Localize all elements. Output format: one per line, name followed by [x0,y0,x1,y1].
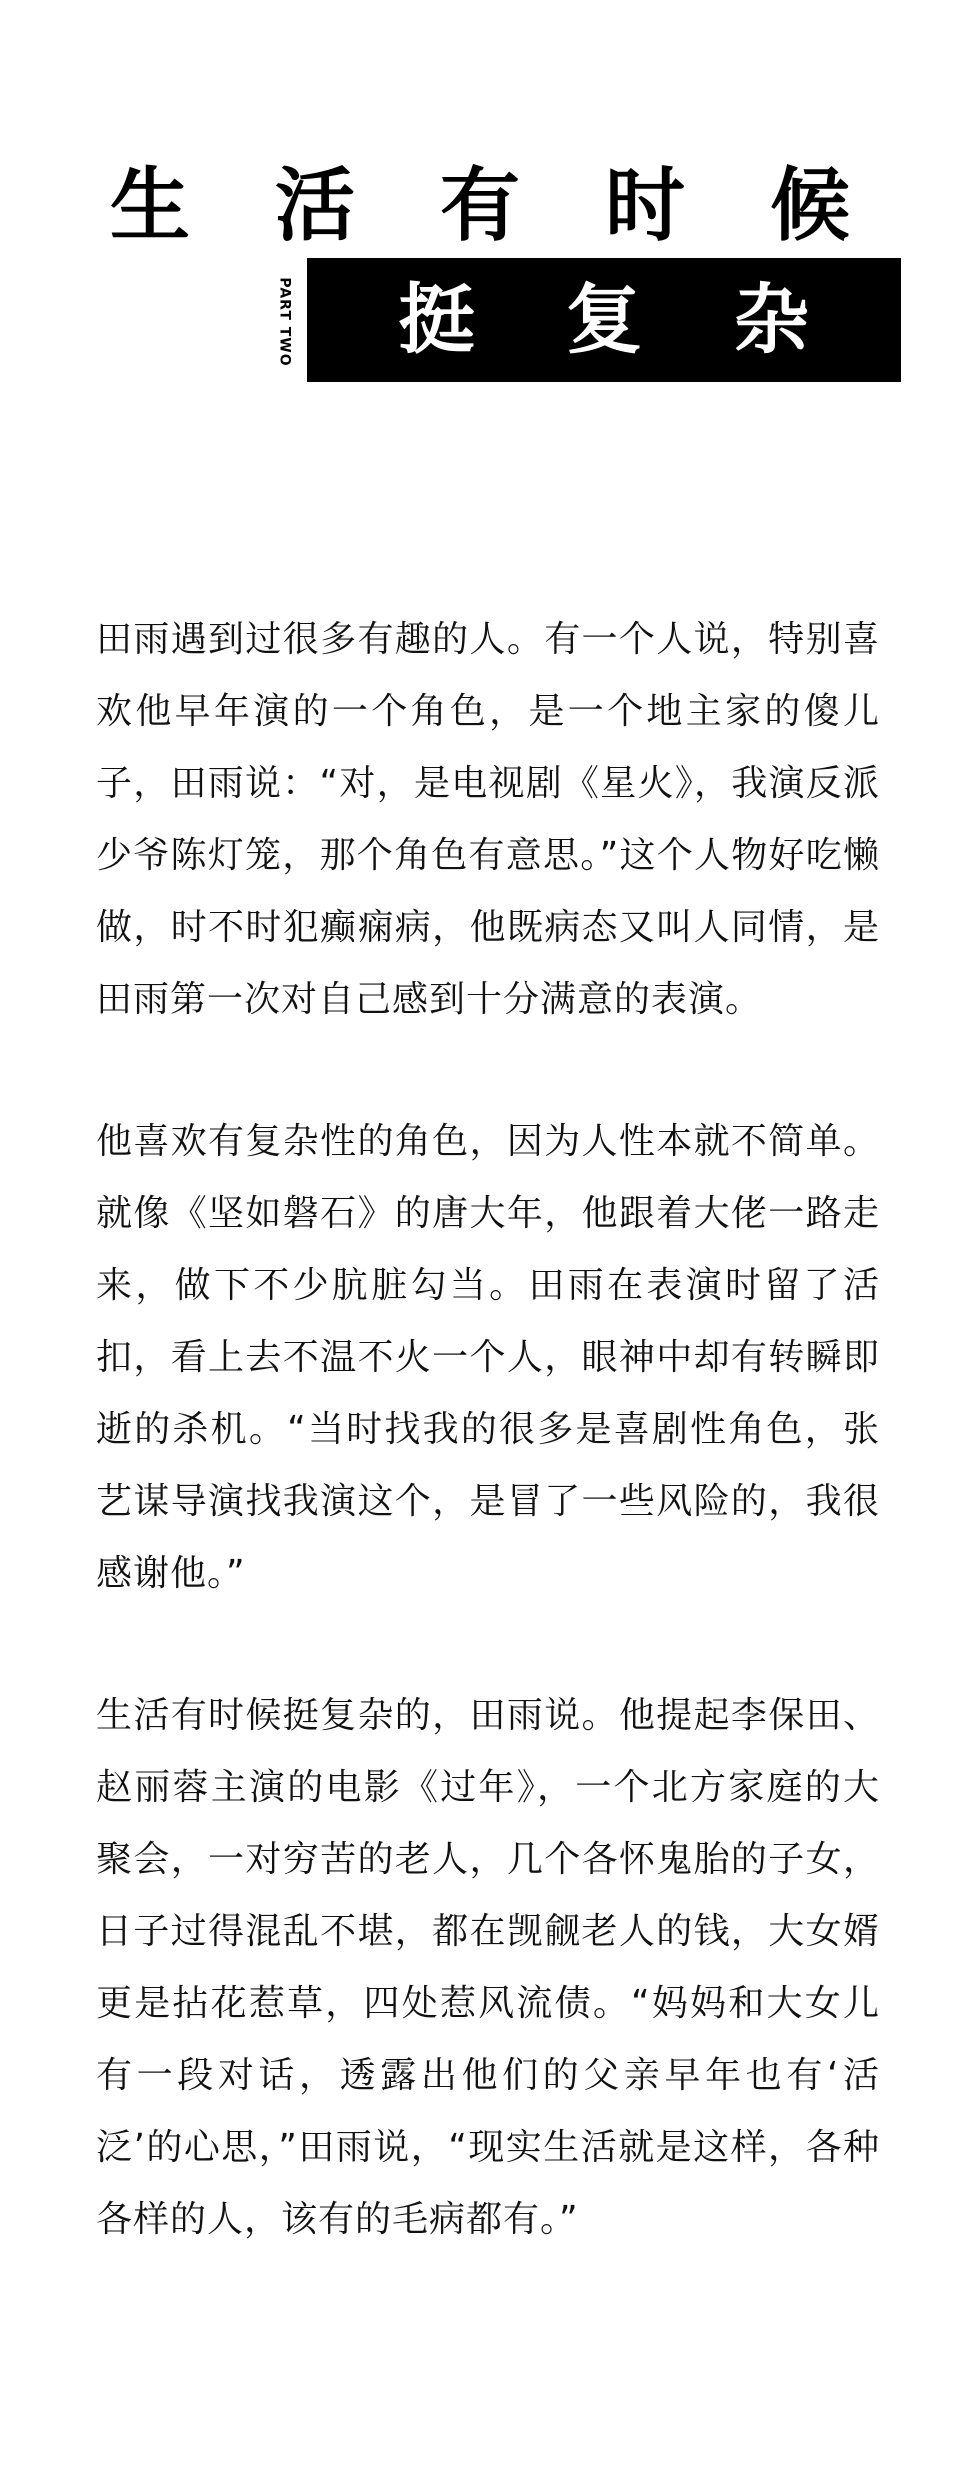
part-label [270,262,300,382]
title-char: 候 [770,158,850,252]
title-char: 挺 [398,275,475,364]
title-char: 杂 [733,275,810,364]
title-char: 活 [275,158,355,252]
title-char: 复 [565,275,642,364]
title-line-2-box [307,258,901,382]
title-char: 生 [110,158,190,252]
paragraph: 田雨遇到过很多有趣的人。有一个人说，特别喜欢他早年演的一个角色，是一个地主家的傻儿子，田雨说：“对，是电视剧《星火》，我演反派少爷陈灯笼，那个角色有意思。”这个人物好吃懒做，时不时犯癫痫病，他既病态又叫人同情，是田雨第一次对自己感到十分满意的表演。 [96,619,880,1020]
title-line-1 [110,160,850,250]
title-char: 有 [440,158,520,252]
paragraph: 他喜欢有复杂性的角色，因为人性本就不简单。就像《坚如磐石》的唐大年，他跟着大佬一路走来，做下不少肮脏勾当。田雨在表演时留了活扣，看上去不温不火一个人，眼神中却有转瞬即逝的杀机。“当时找我的很多是喜剧性角色，张艺谋导演找我演这个，是冒了一些风险的，我很感谢他。” [96,1121,880,1594]
article-body [96,604,880,2326]
title-char: 时 [605,158,685,252]
paragraph: 生活有时候挺复杂的，田雨说。他提起李保田、赵丽蓉主演的电影《过年》，一个北方家庭的大聚会，一对穷苦的老人，几个各怀鬼胎的子女，日子过得混乱不堪，都在觊觎老人的钱，大女婿更是拈花惹草，四处惹风流债。“妈妈和大女儿有一段对话，透露出他们的父亲早年也有‘活泛’的心思，”田雨说，“现实生活就是这样，各种各样的人，该有的毛病都有。” [96,1695,880,2240]
part-label-text: PART TWO [277,277,293,367]
